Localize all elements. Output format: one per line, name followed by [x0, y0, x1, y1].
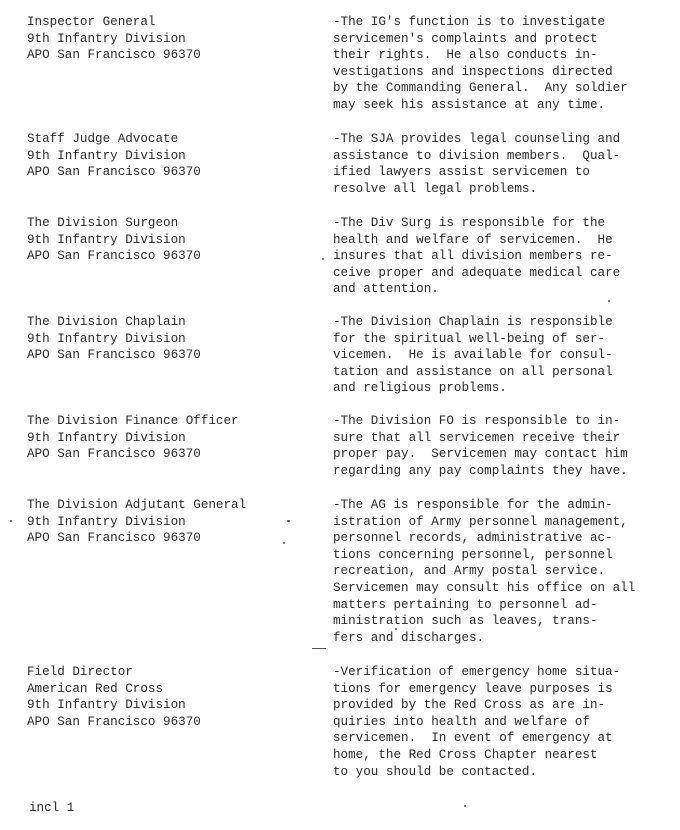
scan-speck	[322, 258, 324, 260]
description-line: fers and discharges.	[333, 630, 485, 645]
scan-speck	[283, 542, 285, 544]
address-line: Staff Judge Advocate	[27, 132, 179, 146]
office-description	[333, 664, 673, 780]
address-line: 9th Infantry Division	[27, 331, 186, 346]
description-line: quiries into health and welfare of	[333, 714, 590, 729]
description-line: home, the Red Cross Chapter nearest	[333, 747, 598, 762]
address-line: The Division Finance Officer	[27, 414, 239, 428]
description-line: regarding any pay complaints they have.	[333, 463, 628, 478]
description-line: matters pertaining to personnel ad-	[333, 597, 598, 612]
description-line: recreation, and Army postal service.	[333, 564, 606, 579]
description-line: Servicemen may consult his office on all	[333, 580, 636, 595]
description-line: tions for emergency leave purposes is	[333, 681, 613, 696]
office-address	[27, 314, 317, 364]
scan-speck	[312, 648, 326, 649]
description-line: by the Commanding General. Any soldier	[333, 81, 628, 96]
office-address	[27, 497, 317, 547]
description-line: -The Division FO is responsible to in-	[333, 414, 621, 428]
office-description	[333, 497, 673, 646]
address-line: Field Director	[27, 665, 133, 679]
description-line: ministration such as leaves, trans-	[333, 614, 598, 629]
description-line: -The AG is responsible for the admin-	[333, 498, 613, 512]
office-address	[27, 131, 317, 181]
description-line: vicemen. He is available for consul-	[333, 348, 613, 363]
office-description	[333, 131, 673, 197]
description-line: servicemen. In event of emergency at	[333, 731, 613, 746]
address-line: APO San Francisco 96370	[27, 249, 201, 264]
description-line: may seek his assistance at any time.	[333, 97, 606, 112]
description-line: insures that all division members re-	[333, 249, 613, 264]
description-line: ceive proper and adequate medical care	[333, 265, 621, 280]
address-line: Inspector General	[27, 15, 156, 29]
address-line: APO San Francisco 96370	[27, 348, 201, 363]
office-description	[333, 14, 673, 114]
description-line: their rights. He also conducts in-	[333, 48, 598, 63]
enclosure-label: incl 1	[29, 801, 75, 815]
address-line: The Division Surgeon	[27, 216, 179, 230]
description-line: ified lawyers assist servicemen to	[333, 165, 590, 180]
address-line: 9th Infantry Division	[27, 31, 186, 46]
description-line: personnel records, administrative ac-	[333, 531, 613, 546]
scan-speck	[464, 805, 466, 807]
address-line: 9th Infantry Division	[27, 698, 186, 713]
description-line: servicemen's complaints and protect	[333, 31, 598, 46]
description-line: resolve all legal problems.	[333, 181, 538, 196]
office-description	[333, 413, 673, 479]
office-address	[27, 664, 317, 730]
address-line: APO San Francisco 96370	[27, 714, 201, 729]
description-line: assistance to division members. Qual-	[333, 148, 621, 163]
address-line: 9th Infantry Division	[27, 232, 186, 247]
description-line: tation and assistance on all personal	[333, 364, 613, 379]
office-address	[27, 215, 317, 265]
address-line: APO San Francisco 96370	[27, 48, 201, 63]
description-line: sure that all servicemen receive their	[333, 430, 621, 445]
address-line: APO San Francisco 96370	[27, 165, 201, 180]
description-line: health and welfare of servicemen. He	[333, 232, 613, 247]
scan-speck	[10, 520, 12, 522]
description-line: -The Div Surg is responsible for the	[333, 216, 606, 230]
description-line: provided by the Red Cross as are in-	[333, 698, 606, 713]
description-line: -The Division Chaplain is responsible	[333, 315, 613, 329]
office-address	[27, 413, 317, 463]
address-line: The Division Adjutant General	[27, 498, 247, 512]
address-line: The Division Chaplain	[27, 315, 186, 329]
address-line: APO San Francisco 96370	[27, 447, 201, 462]
description-line: -The SJA provides legal counseling and	[333, 132, 621, 146]
description-line: -The IG's function is to investigate	[333, 15, 606, 29]
description-line: -Verification of emergency home situa-	[333, 665, 621, 679]
address-line: 9th Infantry Division	[27, 514, 186, 529]
description-line: tions concerning personnel, personnel	[333, 547, 613, 562]
scan-speck	[608, 300, 610, 302]
description-line: vestigations and inspections directed	[333, 64, 613, 79]
description-line: and religious problems.	[333, 381, 507, 396]
description-line: and attention.	[333, 282, 439, 297]
description-line: istration of Army personnel management,	[333, 514, 628, 529]
office-address	[27, 14, 317, 64]
address-line: APO San Francisco 96370	[27, 531, 201, 546]
description-line: for the spiritual well-being of ser-	[333, 331, 606, 346]
address-line: American Red Cross	[27, 681, 164, 696]
address-line: 9th Infantry Division	[27, 430, 186, 445]
scan-speck	[287, 520, 290, 522]
description-line: proper pay. Servicemen may contact him	[333, 447, 628, 462]
scan-speck	[395, 628, 397, 630]
description-line: to you should be contacted.	[333, 764, 538, 779]
office-description	[333, 314, 673, 397]
address-line: 9th Infantry Division	[27, 148, 186, 163]
office-description	[333, 215, 673, 298]
